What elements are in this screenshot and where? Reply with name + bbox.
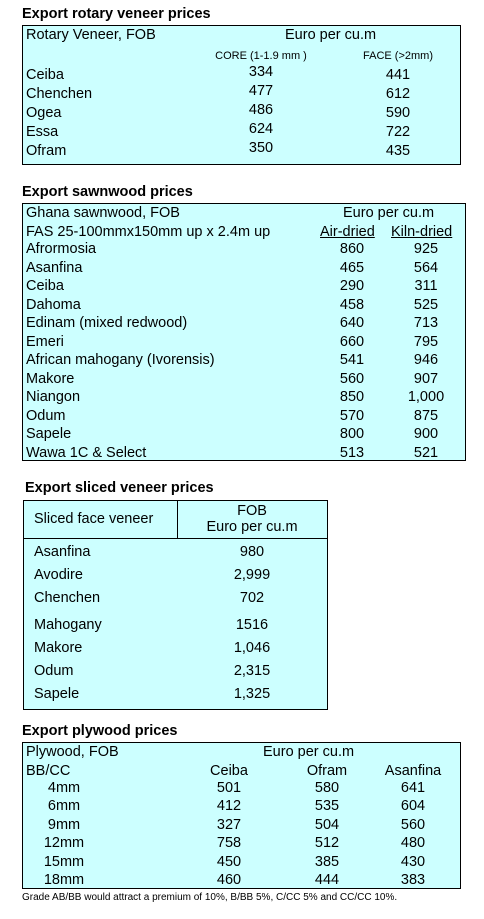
rotary-row-core: 477 bbox=[248, 83, 274, 99]
rotary-col-face: FACE (>2mm) bbox=[363, 50, 433, 62]
sawn-title: Export sawnwood prices bbox=[22, 184, 193, 200]
sawn-row-kiln: 946 bbox=[413, 352, 439, 368]
sliced-row-name: Avodire bbox=[34, 567, 83, 583]
plywood-row-size: 9mm bbox=[47, 816, 81, 833]
sawn-row-name: Asanfina bbox=[26, 259, 83, 276]
sliced-header-unit: Euro per cu.m bbox=[206, 519, 298, 535]
plywood-row-ofram: 504 bbox=[314, 816, 340, 833]
sawn-row-kiln: 311 bbox=[414, 278, 438, 294]
sawn-row-name: Emeri bbox=[26, 333, 64, 350]
plywood-row-size: 6mm bbox=[47, 798, 81, 815]
plywood-row-ceiba: 450 bbox=[216, 853, 242, 870]
rotary-table bbox=[22, 25, 461, 165]
plywood-row-asanfina: 641 bbox=[400, 780, 426, 796]
plywood-note: Grade AB/BB would attract a premium of 10%, B/BB 5%, C/CC 5% and CC/CC 10%. bbox=[22, 892, 398, 903]
sawn-row-air: 513 bbox=[339, 444, 365, 461]
rotary-row-face: 722 bbox=[385, 124, 411, 140]
plywood-row-asanfina: 430 bbox=[400, 853, 426, 870]
rotary-row-face: 590 bbox=[385, 105, 411, 121]
sawn-row-name: African mahogany (Ivorensis) bbox=[26, 352, 215, 368]
plywood-header-unit: Euro per cu.m bbox=[263, 744, 355, 760]
plywood-grade: BB/CC bbox=[26, 762, 71, 779]
rotary-row-core: 486 bbox=[248, 102, 274, 118]
plywood-row-asanfina: 604 bbox=[400, 798, 426, 815]
sawn-row-air: 860 bbox=[339, 241, 365, 257]
sliced-row-name: Odum bbox=[34, 663, 74, 679]
sawn-row-name: Niangon bbox=[26, 389, 81, 405]
plywood-col-asanfina: Asanfina bbox=[384, 762, 442, 779]
sliced-row-price: 2,999 bbox=[233, 567, 271, 583]
plywood-row-asanfina: 383 bbox=[400, 872, 426, 888]
sliced-row-price: 1,046 bbox=[233, 640, 271, 656]
sawn-row-air: 800 bbox=[339, 426, 365, 442]
plywood-row-ofram: 580 bbox=[314, 780, 340, 796]
sliced-row-name: Asanfina bbox=[34, 544, 91, 560]
rotary-title: Export rotary veneer prices bbox=[22, 6, 211, 22]
rotary-row-face: 435 bbox=[385, 143, 411, 159]
plywood-col-ofram: Ofram bbox=[306, 762, 348, 779]
plywood-row-ofram: 385 bbox=[314, 853, 340, 870]
plywood-row-asanfina: 480 bbox=[400, 835, 426, 852]
sliced-row-price: 980 bbox=[239, 544, 265, 560]
sliced-title: Export sliced veneer prices bbox=[25, 480, 214, 496]
plywood-row-asanfina: 560 bbox=[400, 816, 426, 833]
sawn-row-air: 290 bbox=[339, 278, 365, 294]
sawn-row-kiln: 907 bbox=[413, 370, 439, 387]
plywood-row-size: 15mm bbox=[43, 853, 85, 870]
sliced-row-price: 1,325 bbox=[233, 686, 271, 702]
sawn-row-air: 850 bbox=[339, 389, 365, 405]
sawn-row-name: Dahoma bbox=[26, 296, 81, 313]
rotary-row-core: 350 bbox=[248, 140, 274, 156]
rotary-row-name: Ofram bbox=[26, 143, 67, 159]
sawn-row-name: Sapele bbox=[26, 426, 72, 442]
plywood-row-ceiba: 501 bbox=[216, 780, 242, 796]
sliced-header-left: Sliced face veneer bbox=[34, 511, 154, 527]
sliced-header-fob: FOB bbox=[237, 503, 267, 519]
sliced-row-price: 2,315 bbox=[233, 663, 271, 679]
sawn-row-name: Edinam (mixed redwood) bbox=[26, 315, 188, 331]
sawn-row-air: 640 bbox=[339, 315, 365, 331]
sawn-row-air: 541 bbox=[339, 352, 365, 368]
sawn-row-kiln: 521 bbox=[413, 444, 439, 461]
sliced-row-price: 1516 bbox=[235, 617, 269, 633]
sawn-row-kiln: 1,000 bbox=[407, 389, 445, 405]
sawn-row-air: 458 bbox=[339, 296, 365, 313]
plywood-row-ceiba: 758 bbox=[216, 835, 242, 852]
sliced-table bbox=[23, 500, 328, 710]
rotary-row-name: Essa bbox=[26, 124, 59, 140]
sliced-row-name: Sapele bbox=[34, 686, 80, 702]
plywood-row-ceiba: 460 bbox=[216, 872, 242, 888]
sawn-header-unit: Euro per cu.m bbox=[343, 205, 435, 221]
sawn-row-air: 465 bbox=[339, 259, 365, 276]
sawn-row-name: Afrormosia bbox=[26, 241, 97, 257]
sawn-row-air: 560 bbox=[339, 370, 365, 387]
sawn-row-kiln: 925 bbox=[413, 241, 439, 257]
sawn-row-kiln: 900 bbox=[413, 426, 439, 442]
rotary-row-core: 624 bbox=[248, 121, 274, 137]
rotary-row-name: Chenchen bbox=[26, 86, 93, 102]
sliced-row-name: Chenchen bbox=[34, 590, 101, 606]
plywood-title: Export plywood prices bbox=[22, 723, 178, 739]
plywood-row-ceiba: 412 bbox=[216, 798, 242, 815]
sawn-row-kiln: 525 bbox=[413, 296, 439, 313]
sawn-row-name: Odum bbox=[26, 407, 66, 424]
sawn-row-kiln: 795 bbox=[413, 333, 439, 350]
sawn-row-name: Makore bbox=[26, 370, 75, 387]
sawn-col-air: Air-dried bbox=[320, 223, 375, 240]
plywood-row-ceiba: 327 bbox=[216, 816, 242, 833]
plywood-row-size: 12mm bbox=[43, 835, 85, 852]
rotary-header-unit: Euro per cu.m bbox=[285, 27, 377, 43]
plywood-row-ofram: 512 bbox=[314, 835, 340, 852]
rotary-row-name: Ogea bbox=[26, 105, 62, 121]
sawn-header-left: Ghana sawnwood, FOB bbox=[26, 205, 180, 221]
sawn-col-kiln: Kiln-dried bbox=[391, 223, 453, 240]
sawn-row-kiln: 564 bbox=[413, 259, 439, 276]
plywood-row-ofram: 535 bbox=[314, 798, 340, 815]
plywood-row-size: 4mm bbox=[47, 780, 81, 796]
plywood-row-size: 18mm bbox=[43, 872, 85, 888]
sliced-row-price: 702 bbox=[239, 590, 265, 606]
sliced-row-name: Mahogany bbox=[34, 617, 102, 633]
rotary-row-core: 334 bbox=[248, 64, 274, 80]
sawn-row-kiln: 713 bbox=[413, 315, 439, 331]
plywood-col-ceiba: Ceiba bbox=[210, 762, 248, 779]
plywood-row-ofram: 444 bbox=[314, 872, 340, 888]
rotary-col-core: CORE (1-1.9 mm ) bbox=[215, 50, 307, 62]
rotary-row-face: 612 bbox=[385, 86, 411, 102]
sliced-row-name: Makore bbox=[34, 640, 83, 656]
sawn-row-air: 570 bbox=[339, 407, 365, 424]
sawn-row-name: Ceiba bbox=[26, 278, 64, 294]
sawn-row-name: Wawa 1C & Select bbox=[26, 444, 147, 461]
sliced-header-rule bbox=[24, 538, 327, 539]
plywood-header-left: Plywood, FOB bbox=[26, 744, 119, 760]
rotary-row-face: 441 bbox=[385, 67, 411, 83]
rotary-row-name: Ceiba bbox=[26, 67, 64, 83]
sawn-table bbox=[22, 203, 466, 461]
rotary-header-left: Rotary Veneer, FOB bbox=[26, 27, 156, 43]
sawn-row-air: 660 bbox=[339, 333, 365, 350]
sawn-spec: FAS 25-100mmx150mm up x 2.4m up bbox=[26, 223, 271, 240]
plywood-table bbox=[22, 742, 461, 889]
sawn-row-kiln: 875 bbox=[413, 407, 439, 424]
